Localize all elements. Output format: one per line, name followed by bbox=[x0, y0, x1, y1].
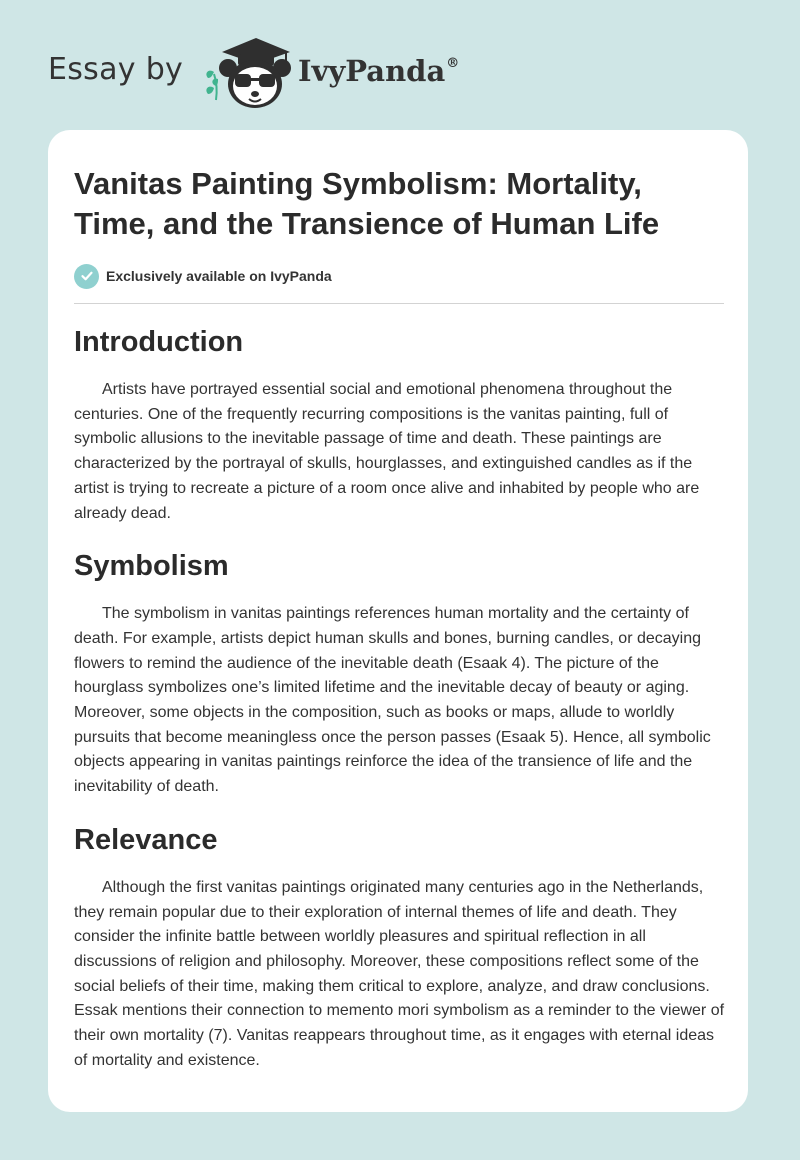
exclusive-badge-text: Exclusively available on IvyPanda bbox=[106, 268, 332, 284]
section-paragraph: The symbolism in vanitas paintings references human mortality and the certainty of death. For example, artists depict human skulls and bones, burning candles, or decaying flowers to remind the audience of the inevitable death (Esaak 4). The picture of the hourglass symbolizes one’s limited lifetime and the inevitable decay of beauty or aging. Moreover, some objects in the composition, such as books or maps, allude to worldly pursuits that become meaningless once the person passes (Esaak 5). Hence, all symbolic objects appearing in vanitas paintings reinforce the idea of the transience of life and the inevitability of death. bbox=[74, 605, 711, 796]
section-paragraph: Although the first vanitas paintings originated many centuries ago in the Netherlands, they remain popular due to their exploration of internal themes of life and death. They consider the infinite battle between worldly pleasures and spiritual reflection in all discussions of religion and philosophy. Moreover, these compositions reflect some of the social beliefs of their time, making them critical to explore, analyze, and draw conclusions. Essak mentions their connection to memento mori symbolism as a reminder to the viewer of their own mortality (7). Vanitas reappears throughout time, as it engages with eternal ideas of mortality and existence. bbox=[74, 878, 725, 1069]
check-circle-icon bbox=[74, 264, 99, 289]
section-introduction bbox=[74, 324, 726, 526]
title-divider bbox=[74, 303, 724, 304]
brand-name bbox=[298, 54, 459, 88]
section-heading: Symbolism bbox=[74, 550, 229, 583]
exclusive-badge bbox=[74, 263, 332, 289]
section-symbolism bbox=[74, 548, 726, 800]
section-relevance bbox=[74, 822, 726, 1074]
essay-card bbox=[48, 130, 748, 1112]
essay-content bbox=[74, 324, 726, 1073]
section-heading: Introduction bbox=[74, 326, 244, 358]
brand-header bbox=[48, 32, 508, 112]
panda-graduate-icon bbox=[202, 34, 292, 110]
section-heading: Relevance bbox=[74, 823, 218, 856]
brand-prefix: Essay by bbox=[48, 52, 184, 87]
section-paragraph: Artists have portrayed essential social and emotional phenomena throughout the centuries. One of the frequently recurring compositions is the vanitas painting, full of symbolic allusions to the inevitable passage of time and death. These paintings are characterized by the portrayal of skulls, hourglasses, and extinguished candles as if the artist is trying to recreate a picture of a room once alive and inhabited by people who are already dead. bbox=[74, 381, 700, 522]
brand-name-text: IvyPanda bbox=[298, 54, 446, 88]
essay-title: Vanitas Painting Symbolism: Mortality, Time, and the Transience of Human Life bbox=[74, 166, 660, 241]
trademark-symbol: ® bbox=[446, 56, 460, 71]
